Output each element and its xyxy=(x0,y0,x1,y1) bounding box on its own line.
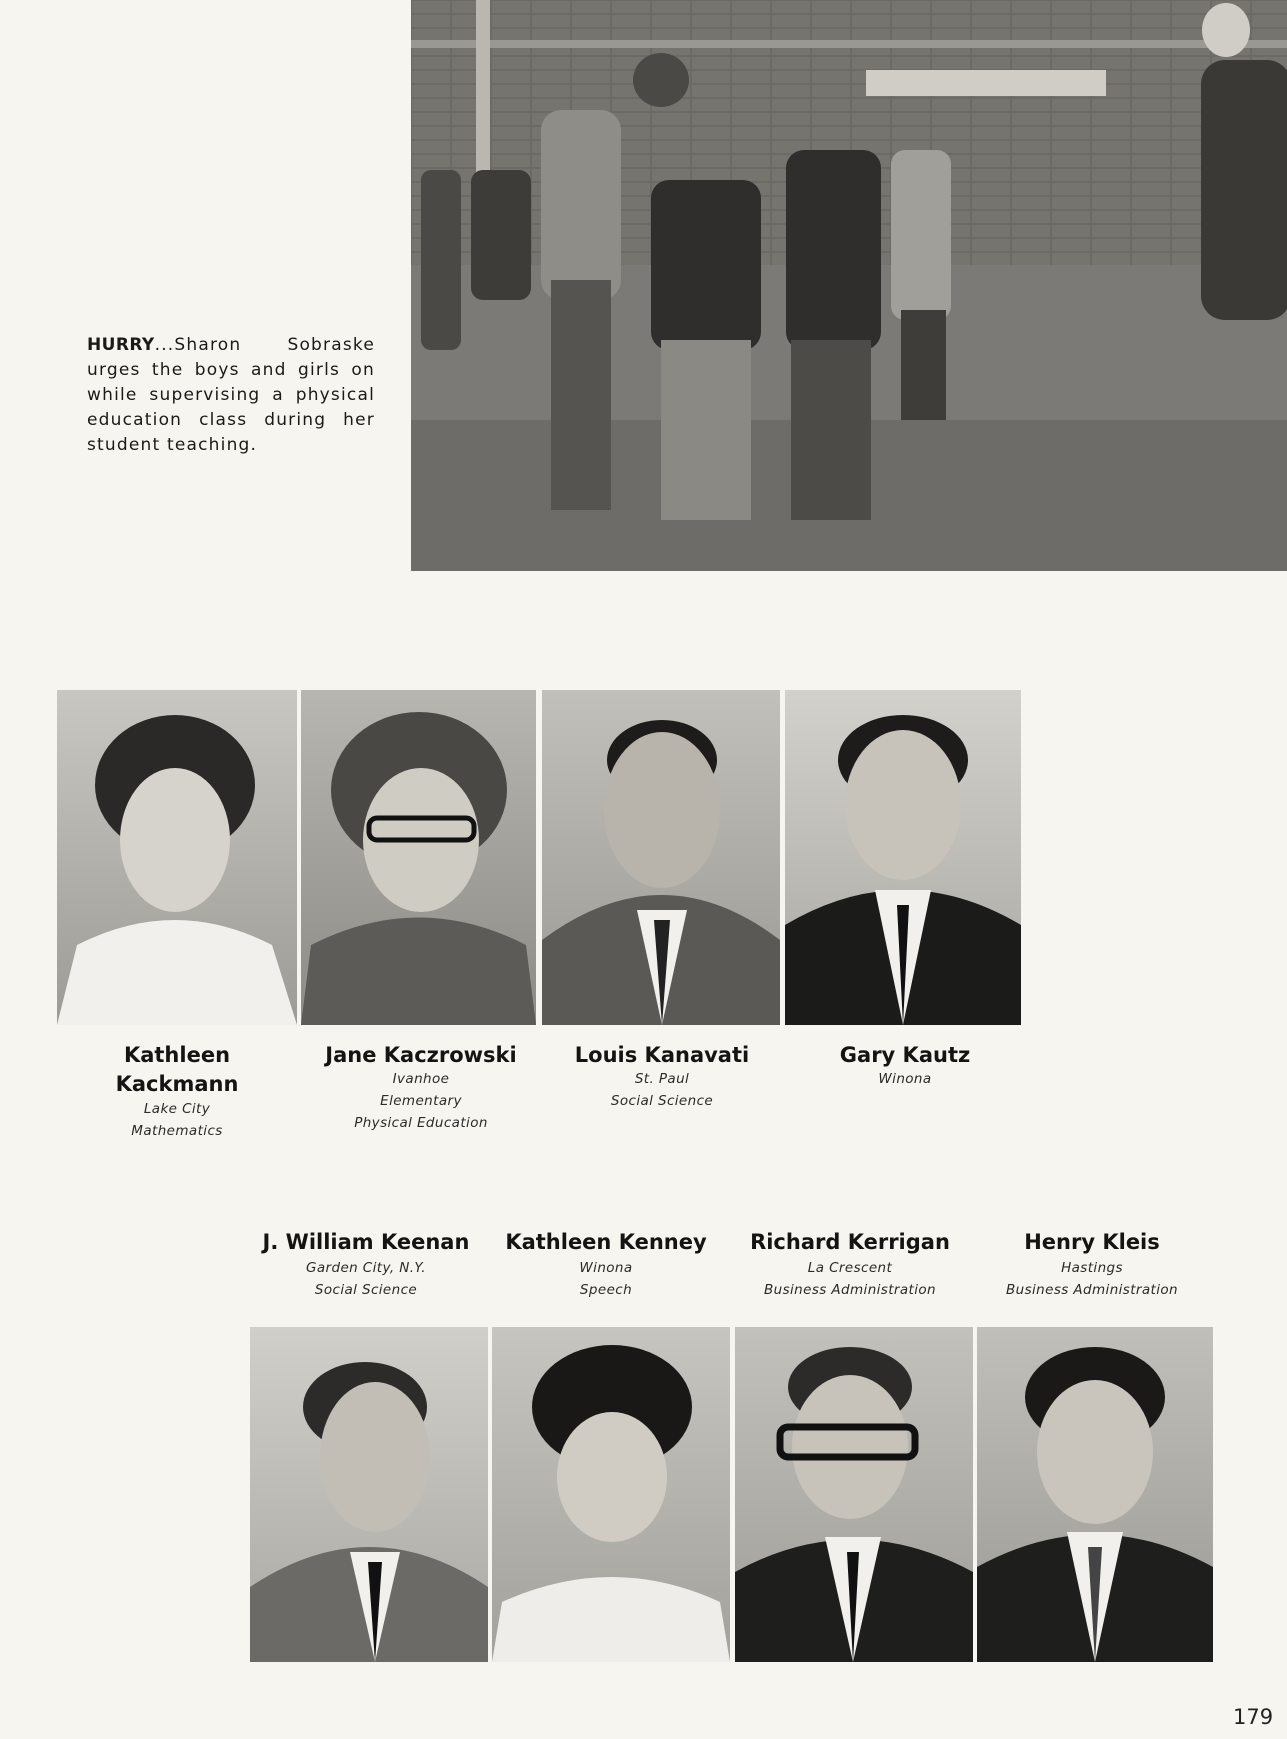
caption-text: ...Sharon Sobraske urges the boys and girls on while supervising a physical education class during her student teaching. xyxy=(87,335,375,455)
name-j-william-keenan: J. William Keenan xyxy=(262,1230,470,1254)
portrait-j-william-keenan xyxy=(250,1327,488,1662)
portrait-louis-kanavati xyxy=(542,690,780,1025)
portrait-gary-kautz xyxy=(785,690,1021,1025)
portrait-kathleen-kackmann xyxy=(57,690,297,1025)
detail-kathleen-kackmann-major: Mathematics xyxy=(131,1123,223,1139)
detail-kathleen-kackmann-hometown: Lake City xyxy=(143,1101,211,1117)
detail-kathleen-kenney-major: Speech xyxy=(579,1282,633,1298)
detail-henry-kleis-hometown: Hastings xyxy=(1061,1260,1123,1276)
portrait-henry-kleis xyxy=(977,1327,1213,1662)
detail-louis-kanavati-hometown: St. Paul xyxy=(634,1071,690,1087)
portrait-kathleen-kenney xyxy=(492,1327,730,1662)
detail-louis-kanavati-major: Social Science xyxy=(610,1093,714,1109)
photo-caption xyxy=(87,333,375,458)
caption-lead: HURRY xyxy=(87,335,155,355)
detail-j-william-keenan-major: Social Science xyxy=(314,1282,418,1298)
detail-henry-kleis-major: Business Administration xyxy=(1005,1282,1179,1298)
detail-jane-kaczrowski-line2: Elementary xyxy=(380,1093,462,1109)
portrait-richard-kerrigan xyxy=(735,1327,973,1662)
detail-richard-kerrigan-major: Business Administration xyxy=(763,1282,937,1298)
detail-jane-kaczrowski-line3: Physical Education xyxy=(354,1115,488,1131)
detail-richard-kerrigan-hometown: La Crescent xyxy=(807,1260,893,1276)
name-louis-kanavati: Louis Kanavati xyxy=(574,1043,750,1067)
name-kathleen-kackmann: Kathleen Kackmann xyxy=(115,1043,239,1096)
detail-gary-kautz-hometown: Winona xyxy=(878,1071,932,1087)
page-number: 179 xyxy=(1233,1705,1274,1729)
name-jane-kaczrowski: Jane Kaczrowski xyxy=(325,1043,517,1067)
detail-jane-kaczrowski-hometown: Ivanhoe xyxy=(392,1071,450,1087)
playground-photo xyxy=(411,0,1287,571)
name-henry-kleis: Henry Kleis xyxy=(1024,1230,1160,1254)
name-richard-kerrigan: Richard Kerrigan xyxy=(750,1230,950,1254)
detail-kathleen-kenney-hometown: Winona xyxy=(579,1260,633,1276)
name-kathleen-kenney: Kathleen Kenney xyxy=(505,1230,707,1254)
name-gary-kautz: Gary Kautz xyxy=(839,1043,971,1067)
portrait-jane-kaczrowski xyxy=(301,690,536,1025)
detail-j-william-keenan-hometown: Garden City, N.Y. xyxy=(306,1260,426,1276)
